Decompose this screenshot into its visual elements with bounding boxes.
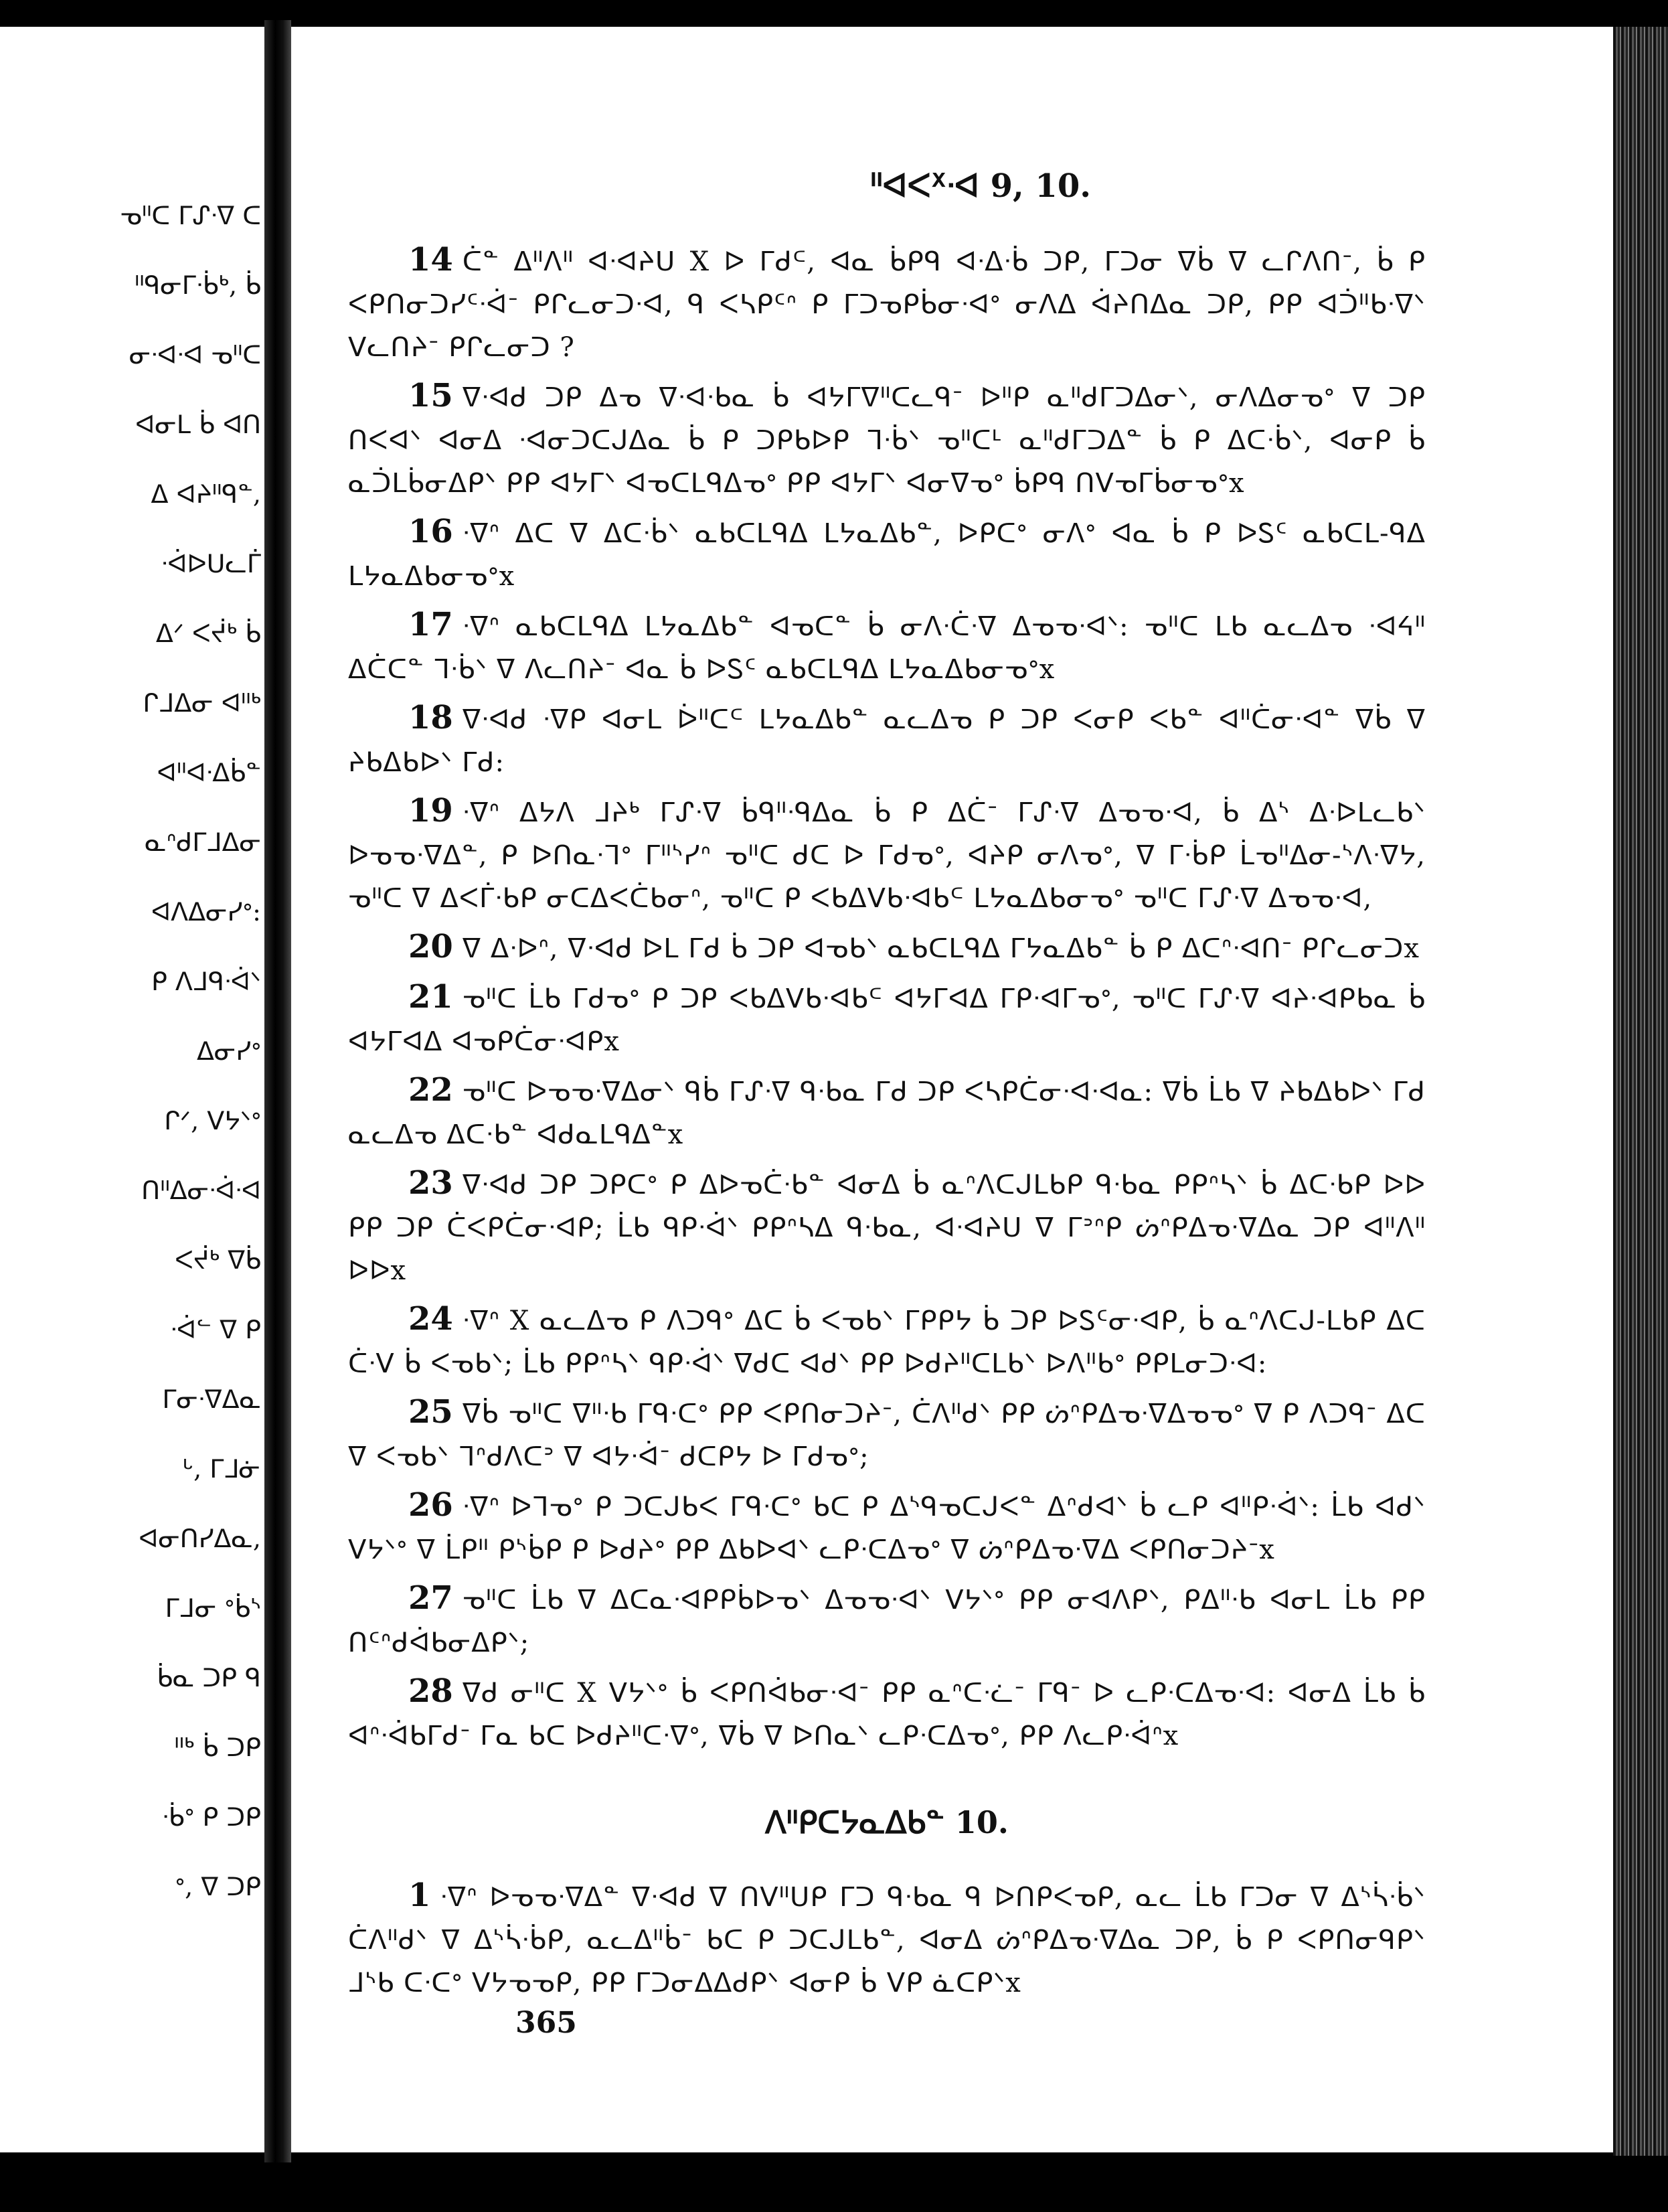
verse-text: ᐧᐁᐢ ᓇᑲᑕᒪᑫᐃ ᒪᔭᓇᐃᑲᓐ ᐊᓀᑕᓐ ᑳ ᓂᐱᐧᑖᐧᐁ ᐃᓀᓀᐧᐊᐠ: ᓀᐦᑕ ᒪᑲ ᓇᓚᐃᓀ ᐧᐊᔦᐦ ᐃᑖᑕᓐ ᒣᐧᑳᐠ ᐁ ᐱᓚᑎᔨᐨ ᐊᓇ ᑳ ᐅᏚᑦ ᓇᑲᑕᒪᑫᐃ ᒪᔭᓇᐃᑲᓂᓀᐤx bbox=[348, 611, 1426, 685]
page-edges bbox=[1613, 27, 1668, 2156]
verse-text: ᐁ ᐃᐧᐅᐢ, ᐁᐧᐊᑯ ᐅᒪ ᒥᑯ ᑳ ᑐᑭ ᐊᓀᑲᐠ ᓇᑲᑕᒪᑫᐃ ᒥᔭᓇᐃᑲᓐ ᑳ ᑭ ᐃᑕᐢᐧᐊᑎᐨ ᑭᒋᓚᓂᑐx bbox=[462, 933, 1420, 964]
verse-paragraph bbox=[348, 1069, 1426, 1156]
facing-page-line: ᐃᐟ ᐸᔫᒃ ᑳ bbox=[155, 619, 261, 648]
verse-number: 23 bbox=[408, 1164, 453, 1202]
facing-page-line: ᒥᒧᓂ ᐤᑳᔅ bbox=[165, 1593, 261, 1623]
verse-list bbox=[348, 238, 1426, 1757]
verse-number: 26 bbox=[408, 1486, 453, 1524]
facing-page-line: ᒥᓂᐧᐁᐃᓇ bbox=[162, 1385, 261, 1414]
verse-text: ᐁᑯ ᓂᐦᑕ X ᐯᔭᐠᐤ ᑳ ᐸᑭᑎᐋᑲᓂᐧᐊᐨ ᑭᑭ ᓇᐢᑕᐧᓛᐨ ᒥᑫᐨ ᐅ ᓚᑭᐧᑕᐃᓀᐧᐊ: ᐊᓂᐃ ᒫᑲ ᑳ ᐊᐢᐧᐋᑲᒥᑯᐨ ᒥᓇ ᑲᑕ ᐅᑯᔨᐦᑕᐧᐁᐤ, ᐁᑳ ᐁ ᐅᑎᓇᐠ ᓚᑭᐧᑕᐃᓀᐤ, ᑭᑭ ᐱᓚᑭᐧᐋᐢx bbox=[348, 1678, 1426, 1751]
facing-page-fragment bbox=[0, 201, 261, 2008]
chapter-heading: ᐱᐦᑭᑕᔭᓇᐃᑲᓐ 10. bbox=[765, 1804, 1009, 1840]
verse-text: ᐧᐁᐢ ᐅᓀᓀᐧᐁᐃᓐ ᐁᐧᐊᑯ ᐁ ᑎᐯᐦᑌᑭ ᒥᑐ ᑫᐧᑲᓇ ᑫ ᐅᑎᑭᐸᓀᑭ, ᓇᓚ ᒫᑲ ᒥᑐᓂ ᐁ ᐃᔅᓵᐧᑳᐠ ᑖᐱᐦᑯᐠ ᐁ ᐃᔅᓵᐧᑳᑭ, ᓇᓚᐃᐦᑳᐨ ᑲᑕ ᑭ ᑐᑕᒍᒪᑲᓐ, ᐊᓂᐃ ᔖᐢᑭᐃᓀᐧᐁᐃᓇ ᑐᑭ, ᑳ ᑭ ᐸᑭᑎᓂᑫᑭᐠ ᒧᔅᑲ ᑕᐧᑕᐤ ᐯᔭᓀᓀᑭ, ᑭᑭ ᒥᑐᓂᐃᐃᑯᑭᐠ ᐊᓂᑭ ᑳ ᐯᑭ ᓈᑕᑭᐠx bbox=[348, 1882, 1426, 1998]
verse-text: ᐧᐁᐢ ᐅᒣᓀᐤ ᑭ ᑐᑕᒍᑲᐸ ᒥᑫᐧᑕᐤ ᑲᑕ ᑭ ᐃᔅᑫᓀᑕᒍᐸᓐ ᐃᐢᑯᐊᐠ ᑳ ᓚᑭ ᐊᐦᑭᐧᐋᐠ: ᒫᑲ ᐊᑯᐠ ᐯᔭᐠᐤ ᐁ ᒫᑭᐦ ᑭᔅᑳᑭ ᑭ ᐅᑯᔨᐤ ᑭᑭ ᐃᑲᐅᐊᐠ ᓚᑭᐧᑕᐃᓀᐤ ᐁ ᔖᐢᑭᐃᓀᐧᐁᐃ ᐸᑭᑎᓂᑐᔨᐨx bbox=[348, 1492, 1426, 1565]
facing-page-line: ᑳᓇ ᑐᑭ ᑫ bbox=[157, 1663, 261, 1692]
verse-paragraph bbox=[348, 603, 1426, 691]
verse-number: 28 bbox=[408, 1672, 453, 1710]
verse-text: ᐁᐧᐊᑯ ᑐᑭ ᐃᓀ ᐁᐧᐊᐧᑲᓇ ᑳ ᐊᔭᒥᐁᐦᑕᓚᑫᐨ ᐅᐦᑭ ᓇᐦᑯᒥᑐᐃᓂᐠ, ᓂᐱᐃᓂᓀᐤ ᐁ ᑐᑭ ᑎᐸᐊᐠ ᐊᓂᐃ ᐧᐊᓂᑐᑕᒍᐃᓇ ᑳ ᑭ ᑐᑭᑲᐅᑭ ᒣᐧᑳᐠ ᓀᐦᑕᒻ ᓇᐦᑯᒥᑐᐃᓐ ᑳ ᑭ ᐃᑕᐧᑳᐠ, ᐊᓂᑭ ᑳ ᓇᑑᒪᑳᓂᐃᑭᐠ ᑭᑭ ᐊᔭᒥᐠ ᐊᓀᑕᒪᑫᐃᓀᐤ ᑭᑭ ᐊᔭᒥᐠ ᐊᓂᐁᓀᐤ ᑳᑭᑫ ᑎᐯᓀᒥᑳᓂᓀᐤx bbox=[348, 382, 1426, 499]
facing-page-line: ᑭ ᐱᒧᑫᐧᐋᐠ bbox=[151, 967, 261, 996]
verse-paragraph bbox=[348, 1577, 1426, 1664]
verse-paragraph bbox=[348, 510, 1426, 598]
facing-page-line: ᐧᑳᐤ ᑭ ᑐᑭ bbox=[161, 1802, 261, 1832]
verse-text: ᓀᐦᑕ ᒫᑲ ᐁ ᐃᑕᓇᐧᐊᑭᑭᑳᐅᓀᐠ ᐃᓀᓀᐧᐊᐠ ᐯᔭᐠᐤ ᑭᑭ ᓂᐊᐱᑭᐠ, ᑭᐃᐦᐧᑲ ᐊᓂᒪ ᒫᑲ ᑭᑭ ᑎᑦᐢᑯᐋᑲᓂᐃᑭᐠ; bbox=[348, 1585, 1426, 1658]
book-page bbox=[348, 167, 1426, 2040]
verse-number: 15 bbox=[408, 377, 453, 414]
facing-page-line: ᐃ ᐊᔨᐦᑫᓐ, bbox=[151, 479, 261, 509]
facing-page-line: ᒋᒧᐃᓂ ᐊᐦᒃ bbox=[143, 688, 261, 718]
facing-page-line: ᐦᑫᓂᒥᐧᑳᒃ, ᑳ bbox=[134, 270, 261, 300]
verse-paragraph bbox=[348, 238, 1426, 369]
page-number: 365 bbox=[515, 2006, 577, 2040]
verse-number: 27 bbox=[408, 1579, 453, 1617]
facing-page-line: ᑎᐦᐃᓂᐧᐋᐧᐊ bbox=[141, 1176, 261, 1205]
facing-page-line: ᐦᒃ ᑳ ᑐᑭ bbox=[174, 1733, 261, 1762]
verse-paragraph bbox=[348, 789, 1426, 920]
verse-paragraph bbox=[348, 696, 1426, 784]
verse-number: 14 bbox=[408, 241, 453, 279]
facing-page-line: ᐊᓂᑎᓯᐃᓇ, bbox=[139, 1524, 261, 1553]
facing-page-line: ᐊᐱᐃᓂᓯᐤ: bbox=[151, 897, 261, 927]
verse-number: 21 bbox=[408, 978, 453, 1016]
verse-text: ᐧᐁᐢ ᐃᔭᐱ ᒧᔨᒃ ᒥᔑᐧᐁ ᑳᑫᐦᐧᑫᐃᓇ ᑳ ᑭ ᐃᑖᐨ ᒥᔑᐧᐁ ᐃᓀᓀᐧᐊ, ᑳ ᐃᔅ ᐃᐧᐅᒪᓚᑲᐠ ᐅᓀᓀᐧᐁᐃᓐ, ᑭ ᐅᑎᓇᐧᒣᐤ ᒥᐦᔅᓯᐢ ᓀᐦᑕ ᑯᑕ ᐅ ᒥᑯᓀᐤ, ᐊᔨᑭ ᓂᐱᓀᐤ, ᐁ ᒥᐧᑳᑭ ᒫᓀᐦᐃᓂ-ᔅᐱᐧᐁᔭ, ᓀᐦᑕ ᐁ ᐃᐸᒦᐧᑲᑭ ᓂᑕᐃᐸᑖᑲᓂᐢ, ᓀᐦᑕ ᑭ ᐸᑲᐃᐯᑲᐧᐊᑲᒼ ᒪᔭᓇᐃᑲᓂᓀᐤ ᓀᐦᑕ ᒥᔑᐧᐁ ᐃᓀᓀᐧᐊ, bbox=[348, 797, 1426, 914]
verse-paragraph bbox=[348, 1162, 1426, 1292]
verse-text: ᑖᓐ ᐃᐦᐱᐦ ᐊᐧᐊᔨᑌ X ᐅ ᒥᑯᒼ, ᐊᓇ ᑳᑭᑫ ᐊᐧᐃᐧᑳ ᑐᑭ, ᒥᑐᓂ ᐁᑳ ᐁ ᓚᒋᐱᑎᐨ, ᑳ ᑭ ᐸᑭᑎᓂᑐᓯᑦᐧᐋᐨ ᑭᒋᓚᓂᑐᐧᐊ, ᑫ ᐸᓴᑭᑦᐢ ᑭ ᒥᑐᓀᑭᑳᓂᐧᐊᐤ ᓂᐱᐃ ᐋᔨᑎᐃᓇ ᑐᑭ, ᑭᑭ ᐊᑑᐦᑲᐧᐁᐠ ᐯᓚᑎᔨᐨ ᑭᒋᓚᓂᑐ ? bbox=[348, 246, 1426, 363]
facing-page-line: ᐊᐦᐊᐧᐃᑳᓐ bbox=[157, 758, 261, 787]
chapter-verse-list bbox=[348, 1874, 1426, 2004]
verse-paragraph bbox=[348, 925, 1426, 970]
facing-page-line: ᓀᐦᑕ ᒥᔑᐧᐁ ᑕ bbox=[120, 201, 261, 230]
scan-border-top bbox=[0, 0, 1668, 27]
facing-page-line: ᓇᐢᑯᒥᒧᐃᓂ bbox=[145, 827, 261, 857]
verse-paragraph bbox=[348, 374, 1426, 505]
verse-text: ᓀᐦᑕ ᐅᓀᓀᐧᐁᐃᓂᐠ ᑫᑳ ᒥᔑᐧᐁ ᑫᐧᑲᓇ ᒥᑯ ᑐᑭ ᐸᓴᑭᑖᓂᐧᐊᐧᐊᓇ: ᐁᑳ ᒫᑲ ᐁ ᔨᑲᐃᑲᐅᐠ ᒥᑯ ᓇᓚᐃᓀ ᐃᑕᐧᑲᓐ ᐊᑯᓇᒪᑫᐃᓐx bbox=[348, 1077, 1426, 1150]
verse-number: 16 bbox=[408, 513, 453, 550]
verse-number: 19 bbox=[408, 792, 453, 830]
verse-text: ᐁᑳ ᓀᐦᑕ ᐁᐦᐧᑲ ᒥᑫᐧᑕᐤ ᑭᑭ ᐸᑭᑎᓂᑐᔨᐨ, ᑖᐱᐦᑯᐠ ᑭᑭ ᔖᐢᑭᐃᓀᐧᐁᐃᓀᓀᐤ ᐁ ᑭ ᐱᑐᑫᐨ ᐃᑕ ᐁ ᐸᓀᑲᐠ ᒣᐢᑯᐱᑕᐣ ᐁ ᐊᔭᐧᐋᐨ ᑯᑕᑭᔭ ᐅ ᒥᑯᓀᐤ; bbox=[348, 1399, 1426, 1472]
verse-number: 20 bbox=[408, 928, 453, 965]
verse-text: ᐧᐁᐢ ᐃᑕ ᐁ ᐃᑕᐧᑳᐠ ᓇᑲᑕᒪᑫᐃ ᒪᔭᓇᐃᑲᓐ, ᐅᑭᑕᐤ ᓂᐱᐤ ᐊᓇ ᑳ ᑭ ᐅᏚᑦ ᓇᑲᑕᒪ-ᑫᐃ ᒪᔭᓇᐃᑲᓂᓀᐤx bbox=[348, 518, 1426, 592]
facing-page-line: ᒡ, ᒥᒧᓃ bbox=[182, 1454, 261, 1484]
verse-text: ᐁᐧᐊᑯ ᑐᑭ ᑐᑭᑕᐤ ᑭ ᐃᐅᓀᑖᐧᑲᓐ ᐊᓂᐃ ᑳ ᓇᐢᐱᑕᒍᒪᑲᑭ ᑫᐧᑲᓇ ᑭᑭᐢᓴᐠ ᑳ ᐃᑕᐧᑲᑭ ᐅᐅ ᑭᑭ ᑐᑭ ᑖᐸᑭᑖᓂᐧᐊᑭ; ᒫᑲ ᑫᑭᐧᐋᐠ ᑭᑭᐢᓴᐃ ᑫᐧᑲᓇ, ᐊᐧᐊᔨᑌ ᐁ ᒥᐣᐢᑭ ᔖᐢᑭᐃᓀᐧᐁᐃᓇ ᑐᑭ ᐊᐦᐱᐦ ᐅᐅx bbox=[348, 1170, 1426, 1286]
verse-number: 24 bbox=[408, 1300, 453, 1338]
scan-border-bottom bbox=[0, 2152, 1668, 2212]
verse-number: 25 bbox=[408, 1393, 453, 1431]
verse-number: 1 bbox=[408, 1877, 431, 1914]
facing-page-line: ᐧᐋᓪ ᐁ ᑭ bbox=[170, 1315, 261, 1344]
running-head: ᐦᐊᐸᕽᐧᐊ 9, 10. bbox=[870, 167, 1091, 205]
verse-paragraph bbox=[348, 1391, 1426, 1478]
verse-text: ᐁᐧᐊᑯ ᐧᐁᑭ ᐊᓂᒪ ᐆᐦᑕᒼ ᒪᔭᓇᐃᑲᓐ ᓇᓚᐃᓀ ᑭ ᑐᑭ ᐸᓂᑭ ᐸᑲᓐ ᐊᐦᑖᓂᐧᐊᓐ ᐁᑳ ᐁ ᔨᑲᐃᑲᐅᐠ ᒥᑯ: bbox=[348, 704, 1426, 778]
verse-paragraph bbox=[348, 1874, 1426, 2004]
verse-paragraph bbox=[348, 975, 1426, 1063]
verse-paragraph bbox=[348, 1670, 1426, 1757]
facing-page-line: ᐸᔫᒃ ᐁᑳ bbox=[175, 1245, 261, 1275]
verse-paragraph bbox=[348, 1297, 1426, 1385]
book-gutter bbox=[264, 20, 291, 2162]
verse-text: ᐧᐁᐢ X ᓇᓚᐃᓀ ᑭ ᐱᑐᑫᐤ ᐃᑕ ᑳ ᐸᓀᑲᐠ ᒥᑭᑭᔭ ᑳ ᑐᑭ ᐅᏚᑦᓂᐧᐊᑭ, ᑳ ᓇᐢᐱᑕᒍ-ᒪᑲᑭ ᐃᑕ ᑖᐧᐯ ᑳ ᐸᓀᑲᐠ; ᒫᑲ ᑭᑭᐢᓴᐠ ᑫᑭᐧᐋᐠ ᐁᑯᑕ ᐊᑯᐠ ᑭᑭ ᐅᑯᔨᐦᑕᒪᑲᐠ ᐅᐱᐦᑲᐤ ᑭᑭᒪᓂᑐᐧᐊ: bbox=[348, 1306, 1426, 1379]
verse-text: ᓀᐦᑕ ᒫᑲ ᒥᑯᓀᐤ ᑭ ᑐᑭ ᐸᑲᐃᐯᑲᐧᐊᑲᒼ ᐊᔭᒥᐊᐃ ᒥᑭᐧᐊᒥᓀᐤ, ᓀᐦᑕ ᒥᔑᐧᐁ ᐊᔨᐧᐊᑭᑲᓇ ᑳ ᐊᔭᒥᐊᐃ ᐊᓀᑭᑖᓂᐧᐊᑭx bbox=[348, 983, 1426, 1057]
facing-page-line: ᓂᐧᐊᐧᐊ ᓀᐦᑕ bbox=[129, 340, 261, 370]
verse-paragraph bbox=[348, 1484, 1426, 1571]
facing-page-line: ᐤ, ᐁ ᑐᑭ bbox=[175, 1872, 261, 1901]
facing-page-line: ᐊᓂᒪ ᑳ ᐊᑎ bbox=[135, 410, 261, 439]
verse-number: 22 bbox=[408, 1071, 453, 1109]
verse-number: 17 bbox=[408, 606, 453, 643]
facing-page-line: ᐧᐋᐅᑌᓚᒦ bbox=[161, 549, 261, 578]
facing-page-line: ᐃᓂᓯᐤ bbox=[196, 1036, 261, 1066]
facing-page-line: ᒋᐟ, ᐯᔭᐠᐤ bbox=[164, 1106, 261, 1135]
verse-number: 18 bbox=[408, 699, 453, 736]
